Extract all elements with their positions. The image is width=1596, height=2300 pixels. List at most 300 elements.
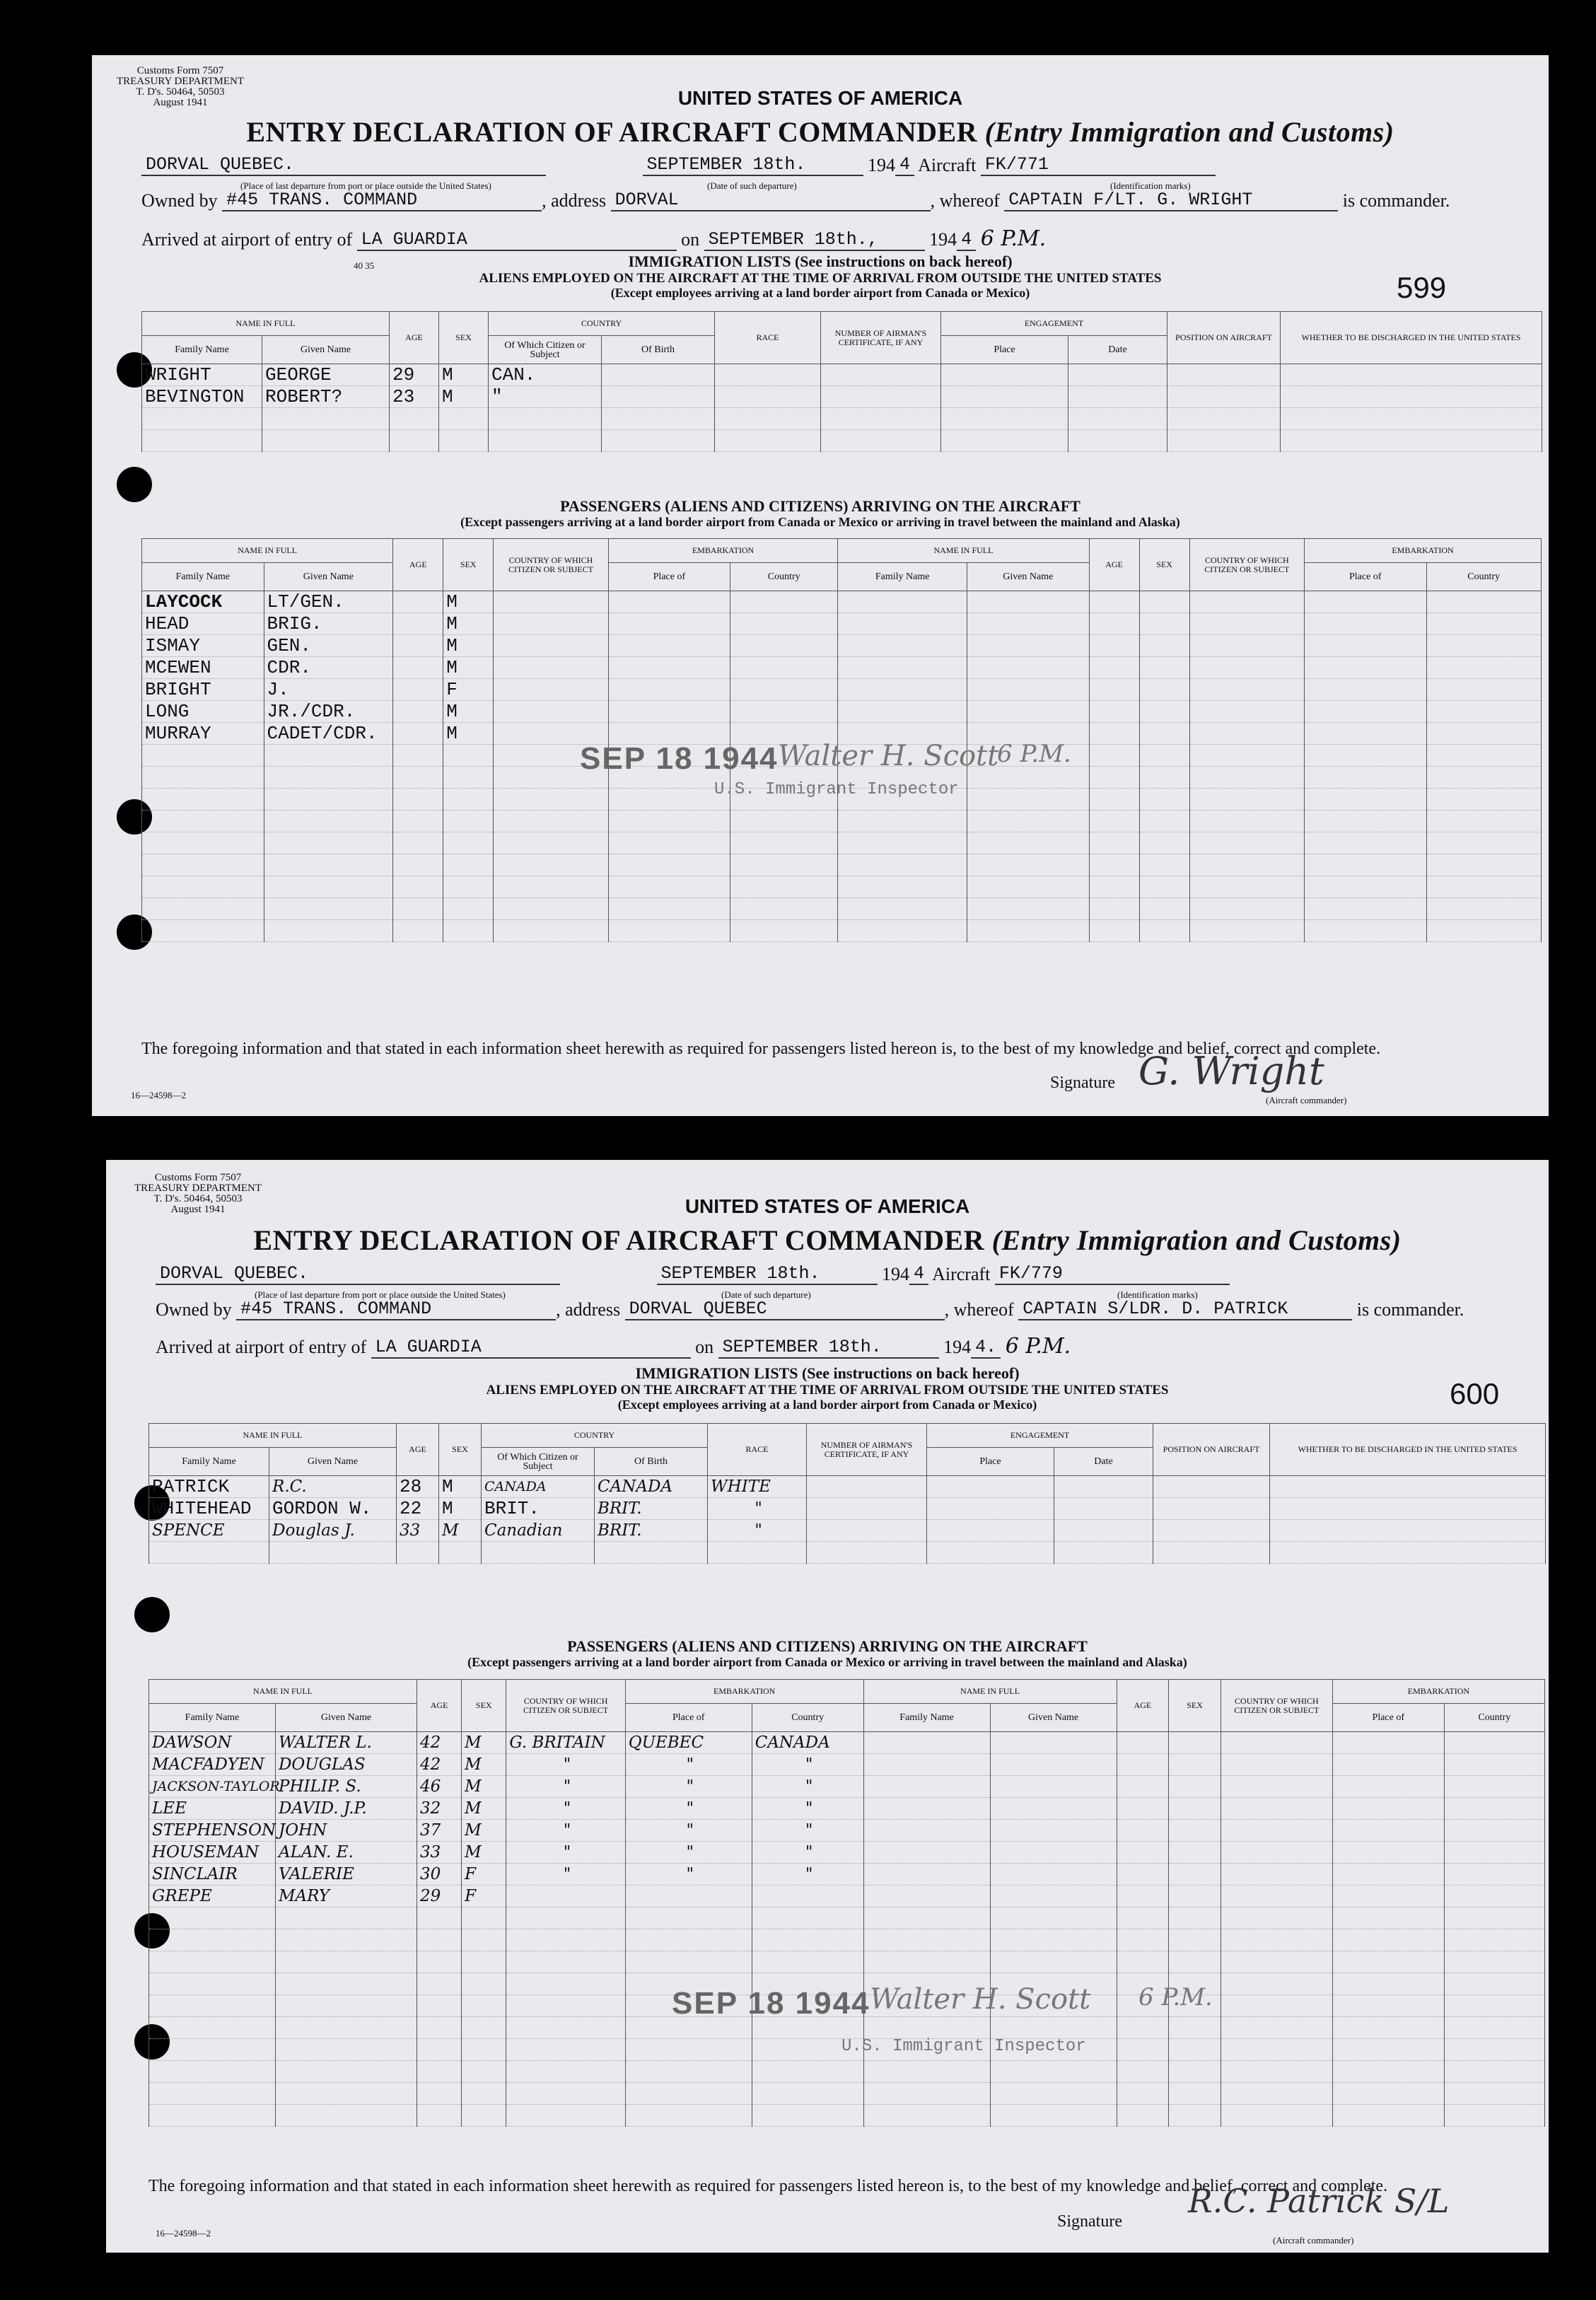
crew-given: ROBERT? xyxy=(262,386,390,408)
col-given-name: Given Name xyxy=(269,1448,397,1476)
treasury-decisions: T. D's. 50464, 50503 xyxy=(136,86,225,98)
pax-age xyxy=(393,723,443,745)
table-row xyxy=(142,657,1542,679)
form-date: August 1941 xyxy=(153,97,208,108)
table-row xyxy=(149,1754,1545,1776)
id-marks-caption: (Identification marks) xyxy=(1117,1289,1198,1300)
pax-given: GEN. xyxy=(264,635,393,657)
pax-sex: M xyxy=(443,591,494,613)
col-place-of: Place of xyxy=(608,563,730,591)
table-row xyxy=(149,1520,1546,1542)
col-family-name: Family Name xyxy=(149,1704,276,1732)
table-row xyxy=(149,1798,1545,1820)
crew-family: BEVINGTON xyxy=(142,386,262,408)
pax-age xyxy=(393,679,443,701)
crew-birth: BRIT. xyxy=(595,1520,708,1542)
owner-line xyxy=(156,1299,1464,1320)
crew-citizen: Canadian xyxy=(482,1520,595,1542)
departure-date-caption: (Date of such departure) xyxy=(707,180,797,191)
address-label: , address xyxy=(542,190,607,211)
col-certificate: NUMBER OF AIRMAN'S CERTIFICATE, IF ANY xyxy=(807,1424,927,1476)
year-suffix: 4 xyxy=(895,154,914,176)
card-number: 600 xyxy=(1450,1377,1500,1410)
table-row xyxy=(142,591,1542,613)
whereof-label: , whereof xyxy=(930,190,1000,211)
table-row xyxy=(142,386,1542,408)
col-engagement: ENGAGEMENT xyxy=(927,1424,1153,1448)
departure-place-caption: (Place of last departure from port or place outside the United States) xyxy=(240,180,491,191)
crew-table xyxy=(148,1423,1546,1564)
pax-sex: M xyxy=(462,1798,506,1820)
col-name-in-full: NAME IN FULL xyxy=(149,1680,417,1704)
inspector-signature: Walter H. Scott xyxy=(870,1983,1091,2016)
inspector-line: U.S. Immigrant Inspector xyxy=(714,780,959,799)
col-place-of-2: Place of xyxy=(1304,563,1426,591)
pax-given: JOHN xyxy=(275,1820,417,1842)
pax-age: 32 xyxy=(417,1798,462,1820)
immigration-lists-title xyxy=(92,253,1549,270)
col-place-of: Place of xyxy=(625,1704,752,1732)
col-eng-place: Place xyxy=(941,336,1068,364)
crew-sex: M xyxy=(439,364,489,386)
crew-birth xyxy=(602,386,715,408)
crew-birth: BRIT. xyxy=(595,1498,708,1520)
title-main: ENTRY DECLARATION OF AIRCRAFT COMMANDER xyxy=(246,116,978,148)
pax-age: 46 xyxy=(417,1776,462,1798)
crew-citizen: BRIT. xyxy=(482,1498,595,1520)
pax-citizen: " xyxy=(506,1798,625,1820)
immigration-note: (See instructions on back hereof) xyxy=(801,1364,1020,1382)
form-number: Customs Form 7507 xyxy=(154,1172,242,1183)
pax-sex: M xyxy=(443,657,494,679)
pax-family: HOUSEMAN xyxy=(149,1842,276,1864)
crew-citizen: CAN. xyxy=(489,364,602,386)
pax-emb-place: QUEBEC xyxy=(625,1732,752,1754)
aircraft-id: FK/779 xyxy=(995,1263,1230,1285)
pax-age: 29 xyxy=(417,1886,462,1907)
entry-stamp-date: SEP 18 1944 xyxy=(580,741,779,776)
col-name-in-full: NAME IN FULL xyxy=(149,1424,397,1448)
pax-family: DAWSON xyxy=(149,1732,276,1754)
aliens-subtitle: (Except employees arriving at a land border airport from Canada or Mexico) xyxy=(610,286,1030,300)
col-family-name-2: Family Name xyxy=(863,1704,990,1732)
address-label: , address xyxy=(556,1299,621,1320)
table-row xyxy=(149,1498,1546,1520)
crew-family: WRIGHT xyxy=(142,364,262,386)
col-sex-2: SEX xyxy=(1139,539,1189,591)
pax-given: BRIG. xyxy=(264,613,393,635)
crew-table xyxy=(141,311,1542,452)
signature-label: Signature xyxy=(1057,2212,1122,2231)
owned-by-label: Owned by xyxy=(141,190,218,211)
crew-family: PATRICK xyxy=(149,1476,269,1498)
pax-family: ISMAY xyxy=(142,635,264,657)
pax-family: MCEWEN xyxy=(142,657,264,679)
col-country: COUNTRY OF WHICH CITIZEN OR SUBJECT xyxy=(506,1680,625,1732)
pax-emb-country: " xyxy=(752,1842,863,1864)
on-label: on xyxy=(695,1337,714,1357)
pax-given: DOUGLAS xyxy=(275,1754,417,1776)
col-emb-country: Country xyxy=(752,1704,863,1732)
immigration-note: (See instructions on back hereof) xyxy=(794,252,1013,270)
aliens-title: ALIENS EMPLOYED ON THE AIRCRAFT AT THE TIME OF ARRIVAL FROM OUTSIDE THE UNITED STATES xyxy=(479,271,1162,286)
table-row xyxy=(142,701,1542,723)
crew-birth: CANADA xyxy=(595,1476,708,1498)
crew-age: 33 xyxy=(397,1520,439,1542)
col-given-name-2: Given Name xyxy=(967,563,1090,591)
title-paren: (Entry Immigration and Customs) xyxy=(991,1224,1402,1256)
arrival-airport: LA GUARDIA xyxy=(357,229,677,251)
arrival-year-prefix: 194 xyxy=(943,1337,972,1357)
pax-family: JACKSON-TAYLOR xyxy=(149,1776,276,1798)
pax-sex: M xyxy=(443,701,494,723)
table-row xyxy=(142,613,1542,635)
arrival-time: 6 P.M. xyxy=(1005,1334,1071,1359)
aliens-subtitle: (Except employees arriving at a land border airport from Canada or Mexico) xyxy=(617,1398,1037,1412)
punch-hole xyxy=(134,1597,170,1632)
col-race: RACE xyxy=(708,1424,807,1476)
aircraft-label: Aircraft xyxy=(932,1264,991,1284)
pax-age: 33 xyxy=(417,1842,462,1864)
pax-citizen: " xyxy=(506,1820,625,1842)
col-family-name: Family Name xyxy=(142,563,264,591)
crew-race: WHITE xyxy=(708,1476,807,1498)
crew-age: 29 xyxy=(390,364,439,386)
stamp-time: 6 P.M. xyxy=(997,740,1071,768)
col-given-name-2: Given Name xyxy=(990,1704,1117,1732)
col-name-in-full: NAME IN FULL xyxy=(142,539,393,563)
arrival-year-suffix: 4 xyxy=(957,229,976,251)
commander: CAPTAIN S/LDR. D. PATRICK xyxy=(1018,1299,1352,1320)
commander-signature: R.C. Patrick S/L xyxy=(1188,2182,1450,2220)
form-number: Customs Form 7507 xyxy=(136,65,224,76)
owner: #45 TRANS. COMMAND xyxy=(222,190,542,211)
is-commander-label: is commander. xyxy=(1342,190,1450,211)
crew-sex: M xyxy=(439,1520,482,1542)
inspector-line: U.S. Immigrant Inspector xyxy=(841,2037,1086,2056)
form-date: August 1941 xyxy=(170,1204,226,1215)
arrived-label: Arrived at airport of entry of xyxy=(141,229,353,250)
pax-sex: M xyxy=(462,1732,506,1754)
crew-citizen: " xyxy=(489,386,602,408)
col-family-name-2: Family Name xyxy=(838,563,967,591)
crew-given: R.C. xyxy=(269,1476,397,1498)
pax-age: 30 xyxy=(417,1864,462,1886)
passengers-subtitle: (Except passengers arriving at a land border airport from Canada or Mexico or arriving in travel between the mainland and Alaska) xyxy=(460,515,1180,529)
col-eng-date: Date xyxy=(1054,1448,1153,1476)
stamp-time: 6 P.M. xyxy=(1138,1983,1213,2011)
table-row xyxy=(142,364,1542,386)
departure-date-caption: (Date of such departure) xyxy=(721,1289,811,1300)
pax-emb-place: " xyxy=(625,1754,752,1776)
department: TREASURY DEPARTMENT xyxy=(116,76,245,87)
passengers-title: PASSENGERS (ALIENS AND CITIZENS) ARRIVING ON THE AIRCRAFT xyxy=(560,497,1080,515)
signature-caption: (Aircraft commander) xyxy=(1273,2235,1354,2246)
pax-age xyxy=(393,701,443,723)
address: DORVAL xyxy=(611,190,931,211)
certification-text: The foregoing information and that stated in each information sheet herewith as required for passengers listed hereon is, to the best of my knowledge and belief, correct and complete. xyxy=(148,2177,1388,2195)
title-paren: (Entry Immigration and Customs) xyxy=(984,116,1394,148)
title-main: ENTRY DECLARATION OF AIRCRAFT COMMANDER xyxy=(253,1224,985,1256)
col-name-in-full-2: NAME IN FULL xyxy=(863,1680,1117,1704)
is-commander-label: is commander. xyxy=(1356,1299,1464,1320)
signature-label: Signature xyxy=(1050,1074,1115,1092)
immigration-lists-title xyxy=(106,1365,1549,1382)
crew-race: " xyxy=(708,1520,807,1542)
pax-sex: F xyxy=(462,1864,506,1886)
crew-sex: M xyxy=(439,386,489,408)
pax-sex: M xyxy=(443,635,494,657)
pax-given: CADET/CDR. xyxy=(264,723,393,745)
whereof-label: , whereof xyxy=(944,1299,1014,1320)
pax-sex: M xyxy=(462,1820,506,1842)
punch-hole xyxy=(117,467,152,502)
table-row xyxy=(149,1732,1545,1754)
crew-sex: M xyxy=(439,1498,482,1520)
aircraft-id: FK/771 xyxy=(981,154,1216,176)
crew-family: WHITEHEAD xyxy=(149,1498,269,1520)
arrival-line xyxy=(156,1334,1071,1359)
address: DORVAL QUEBEC xyxy=(625,1299,945,1320)
pax-sex: F xyxy=(443,679,494,701)
col-embarkation-2: EMBARKATION xyxy=(1332,1680,1544,1704)
pax-emb-country: " xyxy=(752,1754,863,1776)
on-label: on xyxy=(681,229,700,250)
col-embarkation-2: EMBARKATION xyxy=(1304,539,1541,563)
pax-given: ALAN. E. xyxy=(275,1842,417,1864)
col-sex: SEX xyxy=(439,1424,482,1476)
crew-race xyxy=(715,364,821,386)
pax-emb-country: CANADA xyxy=(752,1732,863,1754)
pax-sex: M xyxy=(462,1754,506,1776)
col-sex: SEX xyxy=(443,539,494,591)
crew-given: GEORGE xyxy=(262,364,390,386)
pax-age xyxy=(393,613,443,635)
col-position: POSITION ON AIRCRAFT xyxy=(1153,1424,1270,1476)
col-age: AGE xyxy=(417,1680,462,1732)
pax-given: JR./CDR. xyxy=(264,701,393,723)
arrival-date: SEPTEMBER 18th., xyxy=(704,229,925,251)
pax-citizen: " xyxy=(506,1754,625,1776)
pax-given: CDR. xyxy=(264,657,393,679)
col-certificate: NUMBER OF AIRMAN'S CERTIFICATE, IF ANY xyxy=(821,312,941,364)
col-sex: SEX xyxy=(439,312,489,364)
arrived-label: Arrived at airport of entry of xyxy=(156,1337,367,1357)
col-discharged: WHETHER TO BE DISCHARGED IN THE UNITED STATES xyxy=(1270,1424,1546,1476)
owner-line xyxy=(141,190,1450,211)
crew-birth xyxy=(602,364,715,386)
owned-by-label: Owned by xyxy=(156,1299,232,1320)
id-marks-caption: (Identification marks) xyxy=(1110,180,1191,191)
declaration-form-2 xyxy=(106,1160,1549,2253)
passengers-table xyxy=(148,1679,1545,2127)
treasury-decisions: T. D's. 50464, 50503 xyxy=(153,1193,243,1204)
immigration-title: IMMIGRATION LISTS xyxy=(635,1364,798,1382)
table-row xyxy=(149,1864,1545,1886)
pax-age xyxy=(393,591,443,613)
card-number: 599 xyxy=(1397,271,1447,304)
pax-family: GREPE xyxy=(149,1886,276,1907)
col-eng-date: Date xyxy=(1068,336,1167,364)
arrival-airport: LA GUARDIA xyxy=(371,1337,691,1359)
table-row xyxy=(149,1886,1545,1907)
departure-place: DORVAL QUEBEC. xyxy=(156,1263,560,1285)
arrival-time: 6 P.M. xyxy=(980,226,1047,251)
col-age-2: AGE xyxy=(1089,539,1139,591)
crew-given: GORDON W. xyxy=(269,1498,397,1520)
certification-text: The foregoing information and that stated in each information sheet herewith as required for passengers listed hereon is, to the best of my knowledge and belief, correct and complete. xyxy=(141,1040,1381,1058)
crew-age: 22 xyxy=(397,1498,439,1520)
arrival-year-prefix: 194 xyxy=(929,229,957,250)
table-row xyxy=(142,635,1542,657)
col-family-name: Family Name xyxy=(142,336,262,364)
form-reference: 16—24598—2 xyxy=(131,1090,186,1100)
crew-age: 23 xyxy=(390,386,439,408)
commander: CAPTAIN F/LT. G. WRIGHT xyxy=(1004,190,1338,211)
pax-given: VALERIE xyxy=(275,1864,417,1886)
pax-family: LONG xyxy=(142,701,264,723)
crew-family: SPENCE xyxy=(149,1520,269,1542)
col-country: COUNTRY OF WHICH CITIZEN OR SUBJECT xyxy=(494,539,608,591)
pax-given: MARY xyxy=(275,1886,417,1907)
form-title xyxy=(106,1224,1549,1257)
table-row xyxy=(149,1842,1545,1864)
col-age: AGE xyxy=(390,312,439,364)
entry-stamp-date: SEP 18 1944 xyxy=(672,1986,870,2021)
pax-emb-country: " xyxy=(752,1820,863,1842)
pax-emb-place: " xyxy=(625,1798,752,1820)
col-birth: Of Birth xyxy=(602,336,715,364)
aliens-title: ALIENS EMPLOYED ON THE AIRCRAFT AT THE TIME OF ARRIVAL FROM OUTSIDE THE UNITED STATES xyxy=(486,1383,1169,1398)
col-citizen: Of Which Citizen or Subject xyxy=(489,336,602,364)
pax-family: MACFADYEN xyxy=(149,1754,276,1776)
inspector-signature: Walter H. Scott xyxy=(778,740,999,772)
pax-family: SINCLAIR xyxy=(149,1864,276,1886)
form-title xyxy=(92,115,1549,149)
pax-sex: M xyxy=(462,1776,506,1798)
pax-sex: M xyxy=(443,613,494,635)
pax-sex: F xyxy=(462,1886,506,1907)
pax-citizen: " xyxy=(506,1776,625,1798)
crew-race xyxy=(715,386,821,408)
passengers-subtitle: (Except passengers arriving at a land border airport from Canada or Mexico or arriving in travel between the mainland and Alaska) xyxy=(467,1655,1187,1669)
col-emb-country-2: Country xyxy=(1444,1704,1544,1732)
departure-line xyxy=(156,1263,1230,1285)
commander-signature: G. Wright xyxy=(1138,1049,1324,1093)
arrival-line xyxy=(141,226,1046,251)
crew-age: 28 xyxy=(397,1476,439,1498)
margin-mark: 40 35 xyxy=(354,260,375,271)
col-emb-country: Country xyxy=(730,563,838,591)
pax-emb-place: " xyxy=(625,1864,752,1886)
pax-sex: M xyxy=(443,723,494,745)
col-name-in-full-2: NAME IN FULL xyxy=(838,539,1089,563)
col-emb-country-2: Country xyxy=(1426,563,1542,591)
pax-emb-place: " xyxy=(625,1842,752,1864)
pax-age xyxy=(393,635,443,657)
country-title: UNITED STATES OF AMERICA xyxy=(677,87,963,109)
departure-date: SEPTEMBER 18th. xyxy=(643,154,863,176)
col-race: RACE xyxy=(715,312,821,364)
col-given-name: Given Name xyxy=(275,1704,417,1732)
arrival-year-suffix: 4. xyxy=(971,1337,1001,1359)
pax-given: LT/GEN. xyxy=(264,591,393,613)
pax-citizen: " xyxy=(506,1864,625,1886)
pax-family: LAYCOCK xyxy=(142,591,264,613)
col-discharged: WHETHER TO BE DISCHARGED IN THE UNITED STATES xyxy=(1281,312,1542,364)
immigration-title: IMMIGRATION LISTS xyxy=(628,252,791,270)
pax-family: LEE xyxy=(149,1798,276,1820)
col-name-in-full: NAME IN FULL xyxy=(142,312,390,336)
pax-age: 37 xyxy=(417,1820,462,1842)
pax-age: 42 xyxy=(417,1754,462,1776)
col-eng-place: Place xyxy=(927,1448,1054,1476)
year-suffix: 4 xyxy=(909,1263,928,1285)
pax-family: BRIGHT xyxy=(142,679,264,701)
signature-caption: (Aircraft commander) xyxy=(1266,1095,1347,1105)
col-given-name: Given Name xyxy=(264,563,393,591)
form-reference: 16—24598—2 xyxy=(156,2228,211,2238)
departure-place-caption: (Place of last departure from port or place outside the United States) xyxy=(255,1289,506,1300)
pax-family: HEAD xyxy=(142,613,264,635)
col-position: POSITION ON AIRCRAFT xyxy=(1167,312,1281,364)
col-age: AGE xyxy=(393,539,443,591)
table-row xyxy=(149,1476,1546,1498)
department: TREASURY DEPARTMENT xyxy=(134,1183,262,1194)
col-country-2: COUNTRY OF WHICH CITIZEN OR SUBJECT xyxy=(1189,539,1304,591)
crew-given: Douglas J. xyxy=(269,1520,397,1542)
col-country: COUNTRY xyxy=(482,1424,708,1448)
col-sex-2: SEX xyxy=(1169,1680,1221,1732)
col-given-name: Given Name xyxy=(262,336,390,364)
country-title: UNITED STATES OF AMERICA xyxy=(685,1195,970,1217)
table-row xyxy=(149,1776,1545,1798)
owner: #45 TRANS. COMMAND xyxy=(236,1299,556,1320)
crew-race: " xyxy=(708,1498,807,1520)
col-sex: SEX xyxy=(462,1680,506,1732)
pax-emb-place: " xyxy=(625,1776,752,1798)
pax-citizen: G. BRITAIN xyxy=(506,1732,625,1754)
col-country-2: COUNTRY OF WHICH CITIZEN OR SUBJECT xyxy=(1221,1680,1332,1732)
year-prefix: 194 xyxy=(882,1264,909,1284)
aircraft-label: Aircraft xyxy=(918,155,977,175)
pax-emb-country: " xyxy=(752,1776,863,1798)
col-citizen: Of Which Citizen or Subject xyxy=(482,1448,595,1476)
pax-citizen: " xyxy=(506,1842,625,1864)
col-country: COUNTRY xyxy=(489,312,715,336)
crew-sex: M xyxy=(439,1476,482,1498)
col-place-of-2: Place of xyxy=(1332,1704,1444,1732)
pax-age: 42 xyxy=(417,1732,462,1754)
pax-given: J. xyxy=(264,679,393,701)
pax-age xyxy=(393,657,443,679)
crew-citizen: CANADA xyxy=(482,1476,595,1498)
col-family-name: Family Name xyxy=(149,1448,269,1476)
departure-place: DORVAL QUEBEC. xyxy=(141,154,546,176)
declaration-form-1 xyxy=(92,55,1549,1116)
pax-family: STEPHENSON xyxy=(149,1820,276,1842)
pax-given: WALTER L. xyxy=(275,1732,417,1754)
departure-date: SEPTEMBER 18th. xyxy=(657,1263,878,1285)
arrival-date: SEPTEMBER 18th. xyxy=(718,1337,939,1359)
col-age-2: AGE xyxy=(1117,1680,1169,1732)
pax-given: PHILIP. S. xyxy=(275,1776,417,1798)
pax-emb-place: " xyxy=(625,1820,752,1842)
col-embarkation: EMBARKATION xyxy=(625,1680,863,1704)
col-engagement: ENGAGEMENT xyxy=(941,312,1167,336)
departure-line xyxy=(141,154,1216,176)
table-row xyxy=(142,679,1542,701)
